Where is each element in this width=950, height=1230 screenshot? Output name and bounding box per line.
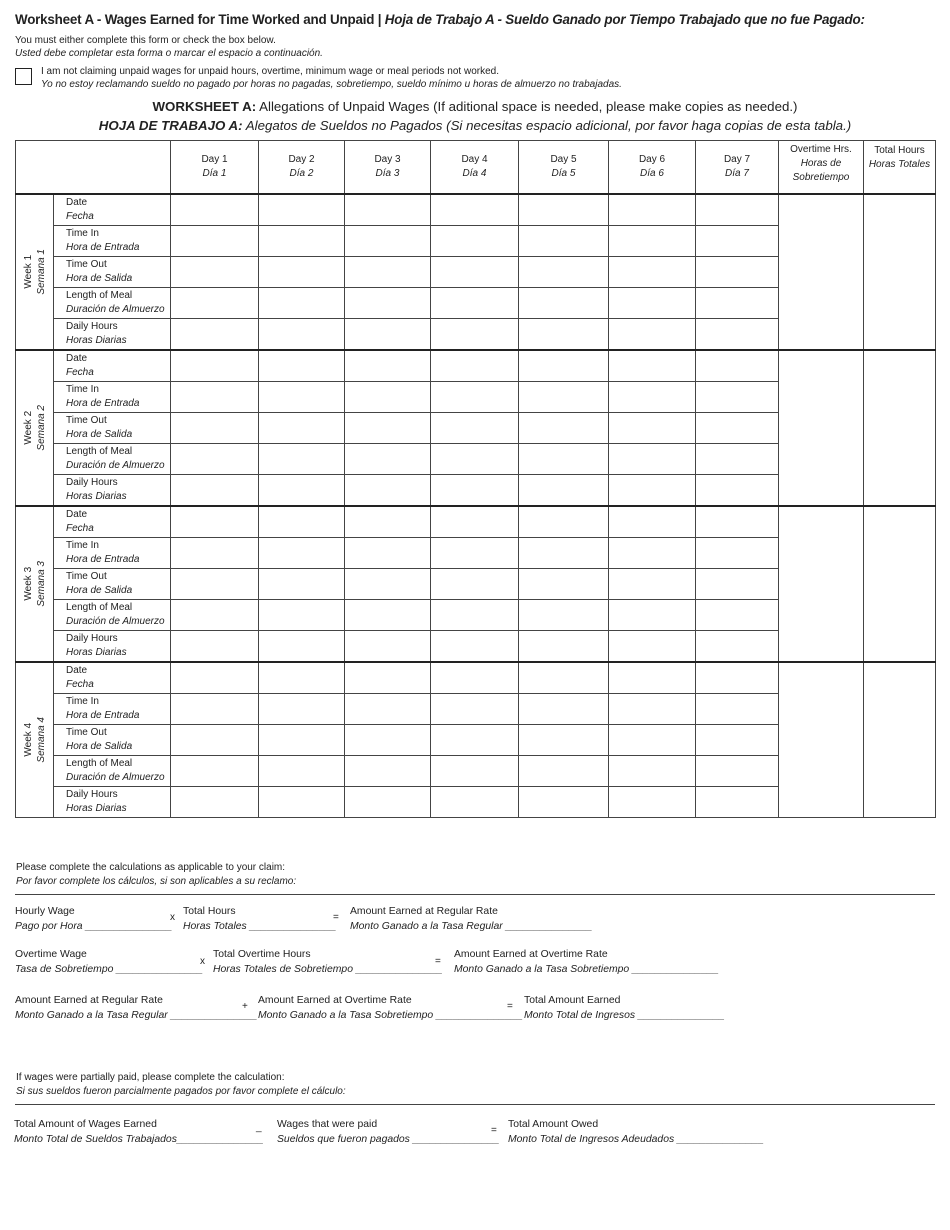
day-entry-cell[interactable]	[431, 319, 519, 351]
day-entry-cell[interactable]	[609, 569, 696, 600]
day-entry-cell[interactable]	[519, 444, 609, 475]
day-entry-cell[interactable]	[519, 350, 609, 382]
day-entry-cell[interactable]	[609, 756, 696, 787]
row-label: Time Out Hora de Salida	[54, 725, 171, 756]
day-entry-cell[interactable]	[345, 319, 431, 351]
row-label: Date Fecha	[54, 350, 171, 382]
table-row	[16, 662, 936, 694]
day-entry-cell[interactable]	[259, 475, 345, 507]
day-entry-cell[interactable]	[609, 257, 696, 288]
row-label: Time Out Hora de Salida	[54, 257, 171, 288]
day-entry-cell[interactable]	[519, 382, 609, 413]
day-entry-cell[interactable]	[609, 226, 696, 257]
day-entry-cell[interactable]	[609, 350, 696, 382]
day-entry-cell[interactable]	[519, 194, 609, 226]
day-header: Day 1 Día 1	[171, 141, 259, 195]
calc-intro-spanish: Por favor complete los cálculos, si son aplicables a su reclamo:	[16, 876, 297, 887]
day-entry-cell[interactable]	[171, 413, 259, 444]
day-entry-cell[interactable]	[431, 631, 519, 663]
row-label: Length of Meal Duración de Almuerzo	[54, 756, 171, 787]
divider	[15, 1104, 935, 1105]
overtime-header: Overtime Hrs. Horas de Sobretiempo	[779, 141, 864, 195]
row-label: Time In Hora de Entrada	[54, 226, 171, 257]
day-entry-cell[interactable]	[345, 725, 431, 756]
checkbox-label-english: I am not claiming unpaid wages for unpaid hours, overtime, minimum wage or meal periods not worked.	[41, 66, 499, 77]
day-entry-cell[interactable]	[519, 538, 609, 569]
day-entry-cell[interactable]	[431, 413, 519, 444]
row-label: Time Out Hora de Salida	[54, 569, 171, 600]
day-entry-cell[interactable]	[259, 662, 345, 694]
day-entry-cell[interactable]	[519, 288, 609, 319]
day-entry-cell[interactable]	[345, 506, 431, 538]
total-amount-earned-field[interactable]: Total Amount Earned Monto Total de Ingresos _______________	[524, 995, 725, 1021]
day-entry-cell[interactable]	[696, 569, 779, 600]
day-entry-cell[interactable]	[259, 600, 345, 631]
partial-intro-spanish: Si sus sueldos fueron parcialmente pagados por favor complete el cálculo:	[16, 1086, 346, 1097]
day-entry-cell[interactable]	[519, 631, 609, 663]
day-entry-cell[interactable]	[609, 787, 696, 818]
day-entry-cell[interactable]	[171, 319, 259, 351]
day-entry-cell[interactable]	[345, 694, 431, 725]
total-hours-cell[interactable]	[864, 350, 936, 506]
overtime-hours-cell[interactable]	[779, 350, 864, 506]
day-entry-cell[interactable]	[171, 569, 259, 600]
day-entry-cell[interactable]	[171, 194, 259, 226]
day-entry-cell[interactable]	[259, 226, 345, 257]
day-entry-cell[interactable]	[345, 382, 431, 413]
day-entry-cell[interactable]	[519, 662, 609, 694]
table-row	[16, 194, 936, 226]
day-entry-cell[interactable]	[259, 413, 345, 444]
day-entry-cell[interactable]	[431, 475, 519, 507]
total-amount-owed-field[interactable]: Total Amount Owed Monto Total de Ingresos Adeudados _______________	[508, 1119, 764, 1145]
day-entry-cell[interactable]	[519, 694, 609, 725]
day-entry-cell[interactable]	[696, 444, 779, 475]
day-entry-cell[interactable]	[431, 444, 519, 475]
day-entry-cell[interactable]	[609, 319, 696, 351]
day-entry-cell[interactable]	[696, 257, 779, 288]
day-entry-cell[interactable]	[696, 350, 779, 382]
day-entry-cell[interactable]	[171, 756, 259, 787]
equals-operator: =	[333, 912, 339, 923]
day-entry-cell[interactable]	[609, 288, 696, 319]
day-entry-cell[interactable]	[609, 600, 696, 631]
day-entry-cell[interactable]	[519, 413, 609, 444]
title-english: Worksheet A - Wages Earned for Time Worked and Unpaid |	[15, 12, 382, 27]
day-entry-cell[interactable]	[345, 662, 431, 694]
row-label: Length of Meal Duración de Almuerzo	[54, 288, 171, 319]
day-entry-cell[interactable]	[431, 787, 519, 818]
plus-operator: +	[242, 1001, 248, 1012]
row-label: Time In Hora de Entrada	[54, 694, 171, 725]
overtime-hours-cell[interactable]	[779, 194, 864, 350]
day-entry-cell[interactable]	[345, 600, 431, 631]
worksheet-heading-english: WORKSHEET A: Allegations of Unpaid Wages (If aditional space is needed, please make copies as needed.)	[152, 99, 798, 114]
day-entry-cell[interactable]	[259, 257, 345, 288]
day-entry-cell[interactable]	[171, 631, 259, 663]
day-entry-cell[interactable]	[519, 319, 609, 351]
row-label: Date Fecha	[54, 662, 171, 694]
day-entry-cell[interactable]	[345, 569, 431, 600]
day-entry-cell[interactable]	[345, 194, 431, 226]
day-header: Day 7 Día 7	[696, 141, 779, 195]
calc-intro-english: Please complete the calculations as applicable to your claim:	[16, 862, 286, 873]
overtime-rate-amount-field[interactable]: Amount Earned at Overtime Rate Monto Ganado a la Tasa Sobretiempo _______________	[454, 949, 719, 975]
day-entry-cell[interactable]	[345, 787, 431, 818]
day-entry-cell[interactable]	[431, 288, 519, 319]
total-hours-cell[interactable]	[864, 506, 936, 662]
day-entry-cell[interactable]	[345, 413, 431, 444]
week-label: Week 2 Semana 2	[16, 350, 54, 506]
day-entry-cell[interactable]	[431, 382, 519, 413]
multiply-operator: x	[170, 912, 175, 923]
day-entry-cell[interactable]	[171, 475, 259, 507]
day-entry-cell[interactable]	[345, 350, 431, 382]
equals-operator: =	[435, 956, 441, 967]
day-entry-cell[interactable]	[259, 194, 345, 226]
overtime-hours-cell[interactable]	[779, 662, 864, 818]
timesheet-table	[15, 140, 936, 818]
day-entry-cell[interactable]	[519, 506, 609, 538]
day-entry-cell[interactable]	[171, 662, 259, 694]
day-entry-cell[interactable]	[696, 600, 779, 631]
day-entry-cell[interactable]	[259, 319, 345, 351]
day-entry-cell[interactable]	[259, 694, 345, 725]
day-entry-cell[interactable]	[171, 506, 259, 538]
day-entry-cell[interactable]	[345, 631, 431, 663]
day-entry-cell[interactable]	[431, 350, 519, 382]
day-entry-cell[interactable]	[431, 600, 519, 631]
day-entry-cell[interactable]	[259, 382, 345, 413]
day-header: Day 3 Día 3	[345, 141, 431, 195]
overtime-wage-field[interactable]: Overtime Wage Tasa de Sobretiempo _______________	[15, 949, 203, 975]
checkbox-label-spanish: Yo no estoy reclamando sueldo no pagado por horas no pagadas, sobretiempo, sueldo mínimo u horas de almuerzo no trabajadas.	[41, 79, 622, 90]
day-entry-cell[interactable]	[259, 288, 345, 319]
day-entry-cell[interactable]	[609, 475, 696, 507]
day-entry-cell[interactable]	[696, 725, 779, 756]
day-entry-cell[interactable]	[431, 569, 519, 600]
partial-intro-english: If wages were partially paid, please complete the calculation:	[16, 1072, 285, 1083]
day-entry-cell[interactable]	[609, 538, 696, 569]
day-entry-cell[interactable]	[431, 662, 519, 694]
day-entry-cell[interactable]	[171, 288, 259, 319]
day-entry-cell[interactable]	[696, 382, 779, 413]
day-entry-cell[interactable]	[609, 413, 696, 444]
total-hours-cell[interactable]	[864, 662, 936, 818]
regular-rate-amount-field[interactable]: Amount Earned at Regular Rate Monto Ganado a la Tasa Regular _______________	[350, 906, 593, 932]
day-header: Day 4 Día 4	[431, 141, 519, 195]
hourly-wage-field[interactable]: Hourly Wage Pago por Hora _______________	[15, 906, 173, 932]
day-entry-cell[interactable]	[431, 538, 519, 569]
day-entry-cell[interactable]	[259, 725, 345, 756]
day-entry-cell[interactable]	[171, 694, 259, 725]
day-entry-cell[interactable]	[345, 288, 431, 319]
day-entry-cell[interactable]	[609, 662, 696, 694]
day-entry-cell[interactable]	[431, 226, 519, 257]
day-entry-cell[interactable]	[431, 506, 519, 538]
day-entry-cell[interactable]	[171, 257, 259, 288]
equals-operator: =	[491, 1125, 497, 1136]
day-entry-cell[interactable]	[171, 538, 259, 569]
day-entry-cell[interactable]	[171, 787, 259, 818]
day-entry-cell[interactable]	[171, 382, 259, 413]
day-header: Day 5 Día 5	[519, 141, 609, 195]
day-entry-cell[interactable]	[519, 475, 609, 507]
table-row	[16, 506, 936, 538]
day-entry-cell[interactable]	[609, 694, 696, 725]
header-corner-cell	[16, 141, 171, 195]
row-label: Length of Meal Duración de Almuerzo	[54, 600, 171, 631]
total-hours-field[interactable]: Total Hours Horas Totales _______________	[183, 906, 337, 932]
day-entry-cell[interactable]	[696, 194, 779, 226]
day-entry-cell[interactable]	[609, 725, 696, 756]
day-entry-cell[interactable]	[171, 226, 259, 257]
day-entry-cell[interactable]	[345, 756, 431, 787]
total-hours-header: Total Hours Horas Totales	[864, 141, 936, 195]
week-label: Week 3 Semana 3	[16, 506, 54, 662]
day-entry-cell[interactable]	[259, 569, 345, 600]
day-entry-cell[interactable]	[696, 756, 779, 787]
day-entry-cell[interactable]	[345, 257, 431, 288]
page-title	[15, 12, 865, 27]
total-overtime-hours-field[interactable]: Total Overtime Hours Horas Totales de Sobretiempo _______________	[213, 949, 443, 975]
overtime-amount-sum-field[interactable]: Amount Earned at Overtime Rate Monto Ganado a la Tasa Sobretiempo _______________	[258, 995, 523, 1021]
day-entry-cell[interactable]	[519, 257, 609, 288]
week-label: Week 4 Semana 4	[16, 662, 54, 818]
not-claiming-checkbox[interactable]	[15, 68, 32, 85]
divider	[15, 894, 935, 895]
day-entry-cell[interactable]	[696, 319, 779, 351]
day-entry-cell[interactable]	[519, 756, 609, 787]
total-hours-cell[interactable]	[864, 194, 936, 350]
day-entry-cell[interactable]	[609, 382, 696, 413]
day-entry-cell[interactable]	[696, 475, 779, 507]
total-wages-earned-field[interactable]: Total Amount of Wages Earned Monto Total de Sueldos Trabajados_______________	[14, 1119, 264, 1145]
day-entry-cell[interactable]	[259, 538, 345, 569]
day-entry-cell[interactable]	[171, 350, 259, 382]
day-entry-cell[interactable]	[259, 350, 345, 382]
day-entry-cell[interactable]	[171, 600, 259, 631]
day-entry-cell[interactable]	[519, 787, 609, 818]
wages-paid-field[interactable]: Wages that were paid Sueldos que fueron pagados _______________	[277, 1119, 500, 1145]
day-entry-cell[interactable]	[431, 756, 519, 787]
day-entry-cell[interactable]	[609, 194, 696, 226]
row-label: Length of Meal Duración de Almuerzo	[54, 444, 171, 475]
day-entry-cell[interactable]	[431, 725, 519, 756]
day-header: Day 2 Día 2	[259, 141, 345, 195]
day-entry-cell[interactable]	[259, 444, 345, 475]
day-entry-cell[interactable]	[431, 194, 519, 226]
row-label: Daily Hours Horas Diarias	[54, 787, 171, 818]
day-entry-cell[interactable]	[696, 662, 779, 694]
equals-operator: =	[507, 1001, 513, 1012]
row-label: Time Out Hora de Salida	[54, 413, 171, 444]
day-entry-cell[interactable]	[696, 506, 779, 538]
day-entry-cell[interactable]	[696, 631, 779, 663]
day-entry-cell[interactable]	[345, 538, 431, 569]
day-entry-cell[interactable]	[171, 444, 259, 475]
minus-operator: _	[256, 1122, 262, 1133]
day-entry-cell[interactable]	[519, 569, 609, 600]
regular-amount-sum-field[interactable]: Amount Earned at Regular Rate Monto Ganado a la Tasa Regular _______________	[15, 995, 258, 1021]
instruction-spanish: Usted debe completar esta forma o marcar el espacio a continuación.	[15, 48, 323, 59]
day-entry-cell[interactable]	[696, 787, 779, 818]
day-entry-cell[interactable]	[171, 725, 259, 756]
day-entry-cell[interactable]	[696, 694, 779, 725]
day-entry-cell[interactable]	[345, 444, 431, 475]
day-entry-cell[interactable]	[696, 413, 779, 444]
day-entry-cell[interactable]	[259, 506, 345, 538]
day-entry-cell[interactable]	[696, 538, 779, 569]
day-entry-cell[interactable]	[609, 631, 696, 663]
overtime-hours-cell[interactable]	[779, 506, 864, 662]
worksheet-heading-spanish: HOJA DE TRABAJO A: Alegatos de Sueldos no Pagados (Si necesitas espacio adicional, por favor haga copias de esta tabla.)	[98, 118, 852, 133]
row-label: Date Fecha	[54, 506, 171, 538]
day-entry-cell[interactable]	[259, 631, 345, 663]
day-entry-cell[interactable]	[519, 725, 609, 756]
day-entry-cell[interactable]	[696, 226, 779, 257]
row-label: Time In Hora de Entrada	[54, 538, 171, 569]
row-label: Daily Hours Horas Diarias	[54, 475, 171, 507]
day-entry-cell[interactable]	[345, 226, 431, 257]
instruction-english: You must either complete this form or check the box below.	[15, 35, 276, 46]
table-header-row	[16, 141, 936, 195]
day-entry-cell[interactable]	[259, 787, 345, 818]
title-spanish: Hoja de Trabajo A - Sueldo Ganado por Tiempo Trabajado que no fue Pagado:	[384, 12, 865, 27]
row-label: Daily Hours Horas Diarias	[54, 319, 171, 351]
day-entry-cell[interactable]	[259, 756, 345, 787]
week-label: Week 1 Semana 1	[16, 194, 54, 350]
multiply-operator: x	[200, 956, 205, 967]
day-header: Day 6 Día 6	[609, 141, 696, 195]
day-entry-cell[interactable]	[609, 444, 696, 475]
day-entry-cell[interactable]	[431, 257, 519, 288]
day-entry-cell[interactable]	[519, 226, 609, 257]
day-entry-cell[interactable]	[609, 506, 696, 538]
day-entry-cell[interactable]	[519, 600, 609, 631]
row-label: Date Fecha	[54, 194, 171, 226]
row-label: Time In Hora de Entrada	[54, 382, 171, 413]
day-entry-cell[interactable]	[345, 475, 431, 507]
day-entry-cell[interactable]	[431, 694, 519, 725]
row-label: Daily Hours Horas Diarias	[54, 631, 171, 663]
table-row	[16, 350, 936, 382]
day-entry-cell[interactable]	[696, 288, 779, 319]
